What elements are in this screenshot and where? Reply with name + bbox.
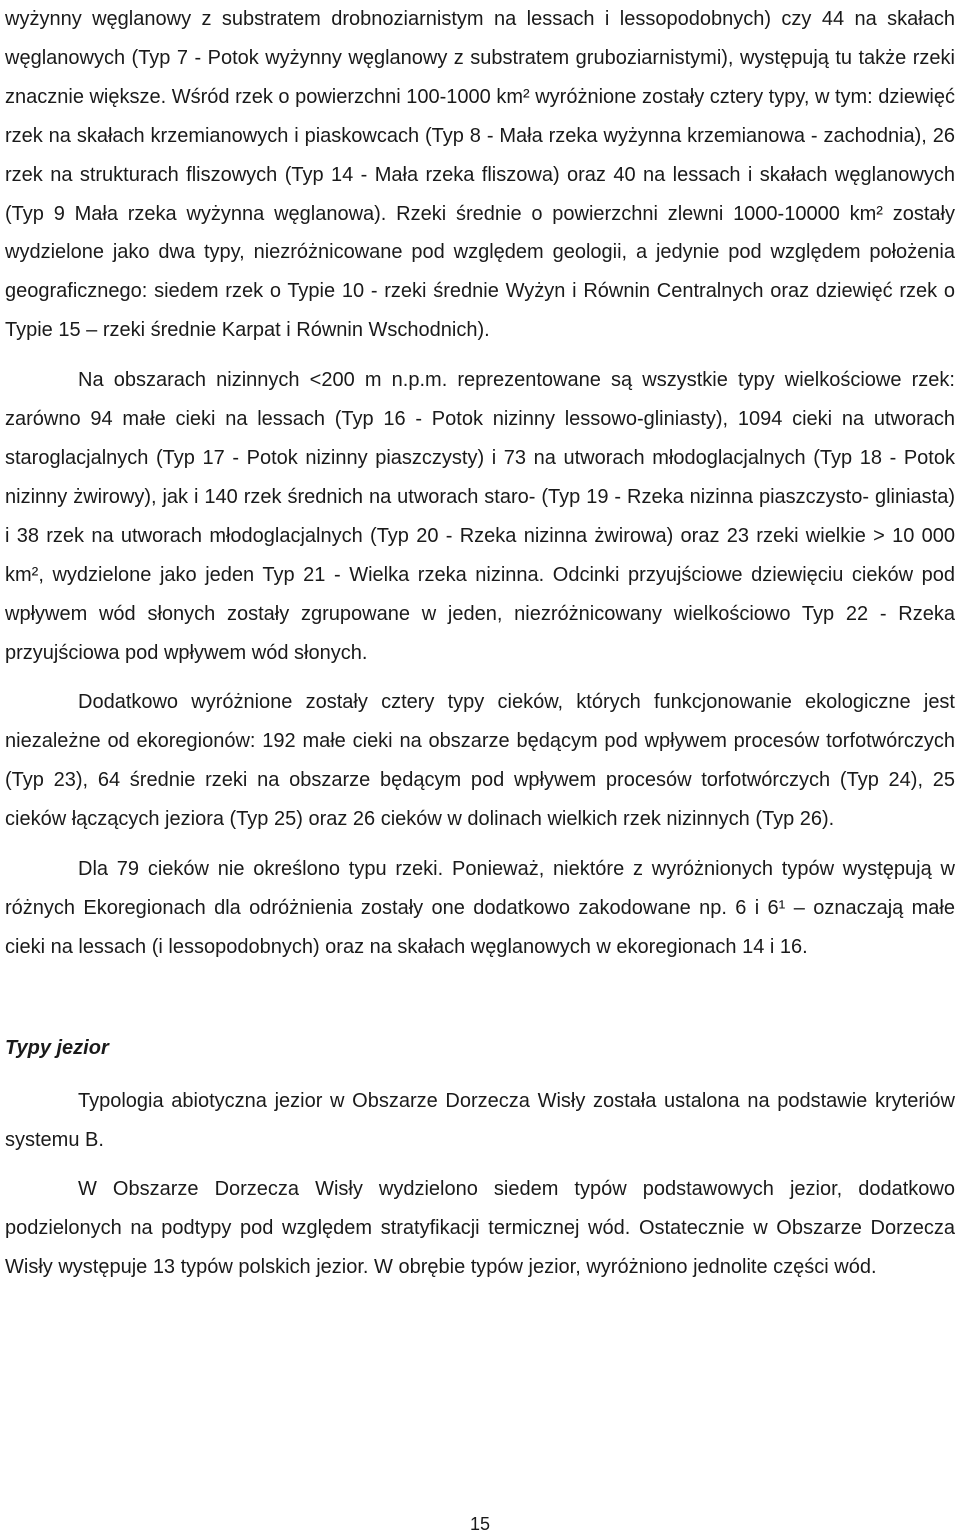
- paragraph-lowland-rivers: Na obszarach nizinnych <200 m n.p.m. reprezentowane są wszystkie typy wielkościowe rzek: zarówno 94 małe cieki na lessach (Typ 16 - Potok nizinny lessowo-gliniasty), 1094 cieki na utworach staroglacjalnych (Typ 17 - Potok nizinny piaszczysty) i 73 na utworach młodoglacjalnych (Typ 18 - Potok nizinny żwirowy), jak i 140 rzek średnich na utworach staro- (Typ 19 - Rzeka nizinna piaszczysto- gliniasta) i 38 rzek na utworach młodoglacjalnych (Typ 20 - Rzeka nizinna żwirowa) oraz 23 rzeki wielkie > 10 000 km², wydzielone jako jeden Typ 21 - Wielka rzeka nizinna. Odcinki przyujściowe dziewięciu cieków pod wpływem wód słonych zostały zgrupowane w jeden, niezróżnicowany wielkościowo Typ 22 - Rzeka przyujściowa pod wpływem wód słonych.: [5, 369, 955, 664]
- section-heading-lake-types: Typy jezior: [5, 1036, 109, 1059]
- paragraph-lake-typology: Typologia abiotyczna jezior w Obszarze Dorzecza Wisły została ustalona na podstawie kryteriów systemu B.: [5, 1089, 955, 1151]
- paragraph-highland-rivers: wyżynny węglanowy z substratem drobnoziarnistym na lessach i lessopodobnych) czy 44 na skałach węglanowych (Typ 7 - Potok wyżynny węglanowy z substratem gruboziarnistymi), występują tu także rzeki znacznie większe. Wśród rzek o powierzchni 100-1000 km² wyróżnione zostały cztery typy, w tym: dziewięć rzek na skałach krzemianowych i piaskowcach (Typ 8 - Mała rzeka wyżynna krzemianowa - zachodnia), 26 rzek na strukturach fliszowych (Typ 14 - Mała rzeka fliszowa) oraz 40 na lessach i skałach węglanowych (Typ 9 Mała rzeka wyżynna węglanowa). Rzeki średnie o powierzchni zlewni 1000-10000 km² zostały wydzielone jako dwa typy, niezróżnicowane pod względem geologii, a jedynie pod względem położenia geograficznego: siedem rzek o Typie 10 - rzeki średnie Wyżyn i Równin Centralnych oraz dziewięć rzek o Typie 15 – rzeki średnie Karpat i Równin Wschodnich).: [5, 8, 955, 342]
- page-number: 15: [469, 1514, 491, 1534]
- paragraph-unassigned-streams: Dla 79 cieków nie określono typu rzeki. Ponieważ, niektóre z wyróżnionych typów występują w różnych Ekoregionach dla odróżnienia zostały one dodatkowo zakodowane np. 6 i 6¹ – oznaczają małe cieki na lessach (i lessopodobnych) oraz na skałach węglanowych w ekoregionach 14 i 16.: [5, 858, 955, 958]
- document-page: [5, 0, 955, 1287]
- paragraph-additional-types: Dodatkowo wyróżnione zostały cztery typy cieków, których funkcjonowanie ekologiczne jest niezależne od ekoregionów: 192 małe cieki na obszarze będącym pod wpływem procesów torfotwórczych (Typ 23), 64 średnie rzeki na obszarze będącym pod wpływem procesów torfotwórczych (Typ 24), 25 cieków łączących jeziora (Typ 25) oraz 26 cieków w dolinach wielkich rzek nizinnych (Typ 26).: [5, 691, 955, 831]
- paragraph-lake-types-count: W Obszarze Dorzecza Wisły wydzielono siedem typów podstawowych jezior, dodatkowo podzielonych na podtypy pod względem stratyfikacji termicznej wód. Ostatecznie w Obszarze Dorzecza Wisły występuje 13 typów polskich jezior. W obrębie typów jezior, wyróżniono jednolite części wód.: [5, 1178, 955, 1279]
